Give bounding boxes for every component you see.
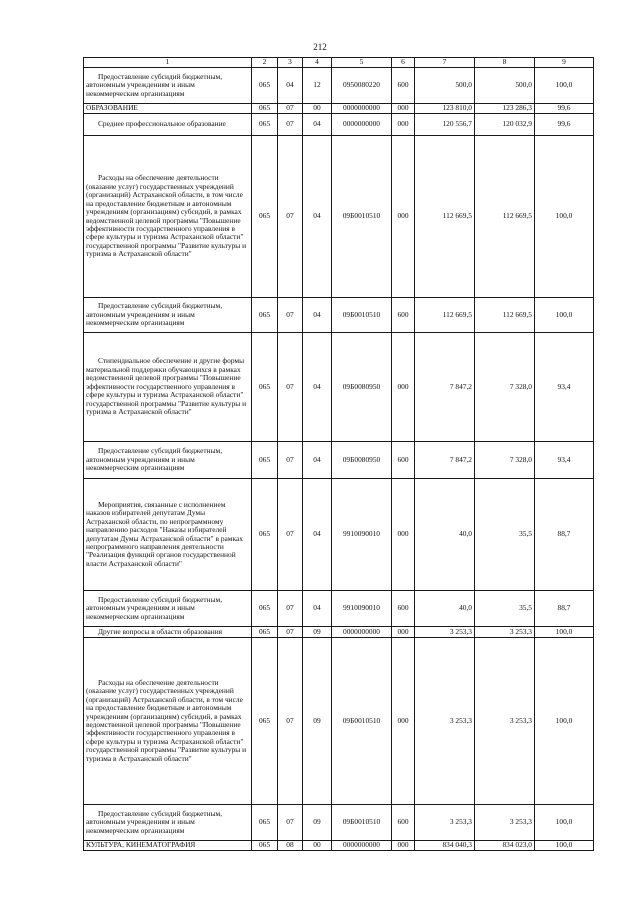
executed-amount-cell: 123 286,3: [475, 104, 535, 114]
expense-type-cell: 000: [392, 638, 415, 805]
table-row: [84, 68, 594, 104]
planned-amount-cell: 834 040,3: [415, 841, 475, 851]
section-code-cell: 07: [278, 442, 303, 479]
table-row: [84, 136, 594, 298]
row-name-cell: КУЛЬТУРА, КИНЕМАТОГРАФИЯ: [84, 841, 252, 851]
target-article-cell: 0000000000: [332, 627, 392, 638]
executed-amount-cell: 35,5: [475, 479, 535, 591]
subsection-code-cell: 04: [303, 591, 332, 627]
subsection-code-cell: 04: [303, 136, 332, 298]
row-name-cell: Расходы на обеспечение деятельности (оказание услуг) государственных учреждений (организаций) Астраханской области, в том числе на предоставление бюджетным и автономным учреждениям (организациям) субсидий, в рамках ведомственной целевой программы "Повышение эффективности государственного управления в сфере культуры и туризма Астраханской области" государственной программы "Развитие культуры и туризма в Астраханской области": [84, 638, 252, 805]
executed-amount-cell: 7 328,0: [475, 333, 535, 442]
chapter-code-cell: 065: [252, 136, 278, 298]
table-row: [84, 104, 594, 114]
executed-amount-cell: 112 669,5: [475, 298, 535, 333]
section-code-cell: 07: [278, 104, 303, 114]
target-article-cell: 0000000000: [332, 114, 392, 136]
table-row: [84, 591, 594, 627]
expense-type-cell: 000: [392, 333, 415, 442]
target-article-cell: 09Б0010510: [332, 805, 392, 841]
executed-amount-cell: 3 253,3: [475, 805, 535, 841]
table-row: [84, 805, 594, 841]
executed-amount-cell: 3 253,3: [475, 627, 535, 638]
column-header: 3: [278, 58, 303, 68]
subsection-code-cell: 00: [303, 104, 332, 114]
execution-percent-cell: 88,7: [535, 479, 594, 591]
chapter-code-cell: 065: [252, 442, 278, 479]
subsection-code-cell: 04: [303, 442, 332, 479]
column-header: 1: [84, 58, 252, 68]
column-header: 6: [392, 58, 415, 68]
chapter-code-cell: 065: [252, 333, 278, 442]
target-article-cell: 09Б0080950: [332, 333, 392, 442]
section-code-cell: 07: [278, 638, 303, 805]
expense-type-cell: 000: [392, 136, 415, 298]
column-header: 2: [252, 58, 278, 68]
executed-amount-cell: 500,0: [475, 68, 535, 104]
execution-percent-cell: 100,0: [535, 805, 594, 841]
expense-type-cell: 000: [392, 627, 415, 638]
target-article-cell: 09Б0010510: [332, 136, 392, 298]
table-row: [84, 333, 594, 442]
row-name-cell: ОБРАЗОВАНИЕ: [84, 104, 252, 114]
chapter-code-cell: 065: [252, 638, 278, 805]
target-article-cell: 0000000000: [332, 841, 392, 851]
subsection-code-cell: 09: [303, 627, 332, 638]
section-code-cell: 07: [278, 298, 303, 333]
chapter-code-cell: 065: [252, 841, 278, 851]
subsection-code-cell: 04: [303, 114, 332, 136]
executed-amount-cell: 35,5: [475, 591, 535, 627]
budget-table: [83, 57, 594, 851]
table-row: [84, 479, 594, 591]
section-code-cell: 07: [278, 805, 303, 841]
execution-percent-cell: 100,0: [535, 841, 594, 851]
chapter-code-cell: 065: [252, 479, 278, 591]
table-row: [84, 114, 594, 136]
chapter-code-cell: 065: [252, 68, 278, 104]
expense-type-cell: 000: [392, 114, 415, 136]
execution-percent-cell: 100,0: [535, 627, 594, 638]
row-name-cell: Предоставление субсидий бюджетным, автономным учреждениям и иным некоммерческим организациям: [84, 591, 252, 627]
execution-percent-cell: 93,4: [535, 442, 594, 479]
chapter-code-cell: 065: [252, 298, 278, 333]
executed-amount-cell: 3 253,3: [475, 638, 535, 805]
planned-amount-cell: 40,0: [415, 479, 475, 591]
row-name-cell: Другие вопросы в области образования: [84, 627, 252, 638]
target-article-cell: 0950080220: [332, 68, 392, 104]
chapter-code-cell: 065: [252, 627, 278, 638]
column-header: 5: [332, 58, 392, 68]
subsection-code-cell: 09: [303, 805, 332, 841]
target-article-cell: 9910090010: [332, 591, 392, 627]
planned-amount-cell: 3 253,3: [415, 638, 475, 805]
row-name-cell: Предоставление субсидий бюджетным, автономным учреждениям и иным некоммерческим организациям: [84, 298, 252, 333]
subsection-code-cell: 04: [303, 298, 332, 333]
planned-amount-cell: 500,0: [415, 68, 475, 104]
expense-type-cell: 000: [392, 104, 415, 114]
planned-amount-cell: 112 669,5: [415, 298, 475, 333]
expense-type-cell: 600: [392, 805, 415, 841]
planned-amount-cell: 123 810,0: [415, 104, 475, 114]
column-header: 7: [415, 58, 475, 68]
expense-type-cell: 600: [392, 442, 415, 479]
planned-amount-cell: 112 669,5: [415, 136, 475, 298]
planned-amount-cell: 3 253,3: [415, 805, 475, 841]
execution-percent-cell: 100,0: [535, 68, 594, 104]
execution-percent-cell: 93,4: [535, 333, 594, 442]
executed-amount-cell: 7 328,0: [475, 442, 535, 479]
expense-type-cell: 000: [392, 841, 415, 851]
table-header-row: [84, 58, 594, 68]
row-name-cell: Среднее профессиональное образование: [84, 114, 252, 136]
executed-amount-cell: 120 032,9: [475, 114, 535, 136]
chapter-code-cell: 065: [252, 805, 278, 841]
planned-amount-cell: 40,0: [415, 591, 475, 627]
row-name-cell: Предоставление субсидий бюджетным, автономным учреждениям и иным некоммерческим организациям: [84, 805, 252, 841]
subsection-code-cell: 04: [303, 479, 332, 591]
row-name-cell: Предоставление субсидий бюджетным, автономным учреждениям и иным некоммерческим организациям: [84, 68, 252, 104]
planned-amount-cell: 120 556,7: [415, 114, 475, 136]
target-article-cell: 09Б0010510: [332, 638, 392, 805]
execution-percent-cell: 100,0: [535, 298, 594, 333]
subsection-code-cell: 04: [303, 333, 332, 442]
section-code-cell: 07: [278, 333, 303, 442]
execution-percent-cell: 100,0: [535, 136, 594, 298]
section-code-cell: 07: [278, 591, 303, 627]
chapter-code-cell: 065: [252, 114, 278, 136]
subsection-code-cell: 09: [303, 638, 332, 805]
planned-amount-cell: 7 847,2: [415, 442, 475, 479]
expense-type-cell: 000: [392, 479, 415, 591]
executed-amount-cell: 112 669,5: [475, 136, 535, 298]
column-header: 8: [475, 58, 535, 68]
execution-percent-cell: 99,6: [535, 104, 594, 114]
section-code-cell: 07: [278, 627, 303, 638]
executed-amount-cell: 834 023,0: [475, 841, 535, 851]
target-article-cell: 0000000000: [332, 104, 392, 114]
column-header: 9: [535, 58, 594, 68]
section-code-cell: 04: [278, 68, 303, 104]
table-row: [84, 627, 594, 638]
expense-type-cell: 600: [392, 591, 415, 627]
target-article-cell: 09Б0080950: [332, 442, 392, 479]
planned-amount-cell: 3 253,3: [415, 627, 475, 638]
table-row: [84, 442, 594, 479]
subsection-code-cell: 12: [303, 68, 332, 104]
row-name-cell: Расходы на обеспечение деятельности (оказание услуг) государственных учреждений (организаций) Астраханской области, в том числе на предоставление бюджетным и автономным учреждениям (организациям) субсидий, в рамках ведомственной целевой программы "Повышение эффективности государственного управления в сфере культуры и туризма Астраханской области" государственной программы "Развитие культуры и туризма в Астраханской области": [84, 136, 252, 298]
target-article-cell: 9910090010: [332, 479, 392, 591]
row-name-cell: Предоставление субсидий бюджетным, автономным учреждениям и иным некоммерческим организациям: [84, 442, 252, 479]
section-code-cell: 08: [278, 841, 303, 851]
target-article-cell: 09Б0010510: [332, 298, 392, 333]
chapter-code-cell: 065: [252, 591, 278, 627]
execution-percent-cell: 100,0: [535, 638, 594, 805]
subsection-code-cell: 00: [303, 841, 332, 851]
table-row: [84, 841, 594, 851]
column-header: 4: [303, 58, 332, 68]
row-name-cell: Мероприятия, связанные с исполнением наказов избирателей депутатам Думы Астраханской области, по непрограммному направлению расходов "Наказы избирателей депутатам Думы Астраханской области" в рамках непрограммного направления деятельности "Реализация функций органов государственной власти Астраханской области": [84, 479, 252, 591]
execution-percent-cell: 88,7: [535, 591, 594, 627]
chapter-code-cell: 065: [252, 104, 278, 114]
section-code-cell: 07: [278, 114, 303, 136]
table-row: [84, 298, 594, 333]
section-code-cell: 07: [278, 479, 303, 591]
table-row: [84, 638, 594, 805]
row-name-cell: Стипендиальное обеспечение и другие формы материальной поддержки обучающихся в рамках ведомственной целевой программы "Повышение эффективности государственного управления в сфере культуры и туризма Астраханской области" государственной программы "Развитие культуры и туризма в Астраханской области": [84, 333, 252, 442]
section-code-cell: 07: [278, 136, 303, 298]
planned-amount-cell: 7 847,2: [415, 333, 475, 442]
execution-percent-cell: 99,6: [535, 114, 594, 136]
expense-type-cell: 600: [392, 68, 415, 104]
expense-type-cell: 600: [392, 298, 415, 333]
page-number: 212: [313, 42, 327, 52]
